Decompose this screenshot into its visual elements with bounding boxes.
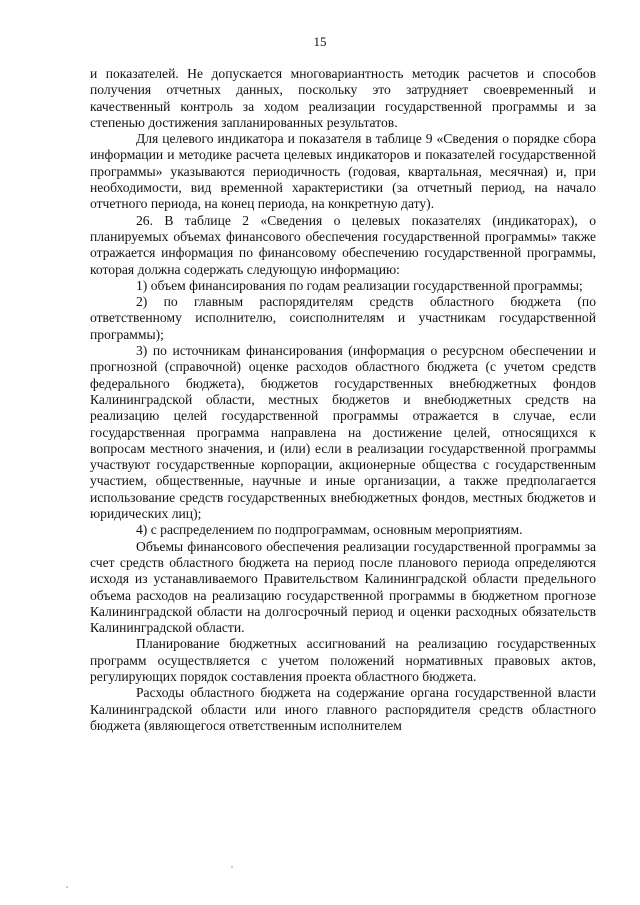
paragraph-10: Расходы областного бюджета на содержание органа государственной власти Калининградской области или иного главного распорядителя средств областного бюджета (являющегося ответственным исполнителем	[90, 685, 596, 733]
paragraph-6: 3) по источникам финансирования (информация о ресурсном обеспечении и прогнозной (справочной) оценке расходов областного бюджета (с учетом средств федерального бюджета), бюджетов государственных внебюджетных фондов Калининградской области, местных бюджетов и внебюджетных средств на реализацию целей государственной программы отражается в случае, если государственная программа направлена на достижение целей, относящихся к вопросам местного значения, и (или) если в реализации государственной программы участвуют государственные корпорации, акционерные общества с государственным участием, общественные, научные и иные организации, а также предполагается использование средств государственных внебюджетных фондов, местных бюджетов и юридических лиц);	[90, 343, 596, 522]
paragraph-1: и показателей. Не допускается многовариантность методик расчетов и способов получения отчетных данных, поскольку это затрудняет своевременный и качественный контроль за ходом реализации государственной программы и за степенью достижения запланированных результатов.	[90, 66, 596, 130]
paragraph-8: Объемы финансового обеспечения реализации государственной программы за счет средств областного бюджета на период после планового периода определяются исходя из устанавливаемого Правительством Калининградской области предельного объема расходов на реализацию государственной программы в бюджетном прогнозе Калининградской области на долгосрочный период и оценки расходных обязательств Калининградской области.	[90, 538, 596, 636]
paragraph-5: 2) по главным распорядителям средств областного бюджета (по ответственному исполнителю, соисполнителям и участникам государственной программы);	[90, 294, 596, 342]
body-text	[90, 66, 596, 734]
scan-speck	[231, 866, 233, 868]
paragraph-3: 26. В таблице 2 «Сведения о целевых показателях (индикаторах), о планируемых объемах финансового обеспечения государственной программы» также отражается информация по финансовому обеспечению государственной программы, которая должна содержать следующую информацию:	[90, 212, 596, 277]
paragraph-9: Планирование бюджетных ассигнований на реализацию государственных программ осуществляется с учетом положений нормативных правовых актов, регулирующих порядок составления проекта областного бюджета.	[90, 636, 596, 684]
page-number: 15	[313, 34, 327, 49]
paragraph-4: 1) объем финансирования по годам реализации государственной программы;	[136, 277, 583, 293]
scan-speck	[66, 886, 68, 888]
paragraph-7: 4) с распределением по подпрограммам, основным мероприятиям.	[136, 522, 523, 538]
paragraph-2: Для целевого индикатора и показателя в таблице 9 «Сведения о порядке сбора информации и методике расчета целевых индикаторов и показателей государственной программы» указываются периодичность (годовая, квартальная, месячная) и, при необходимости, вид временной характеристики (за отчетный период, на начало отчетного периода, на конец периода, на конкретную дату).	[90, 131, 596, 212]
